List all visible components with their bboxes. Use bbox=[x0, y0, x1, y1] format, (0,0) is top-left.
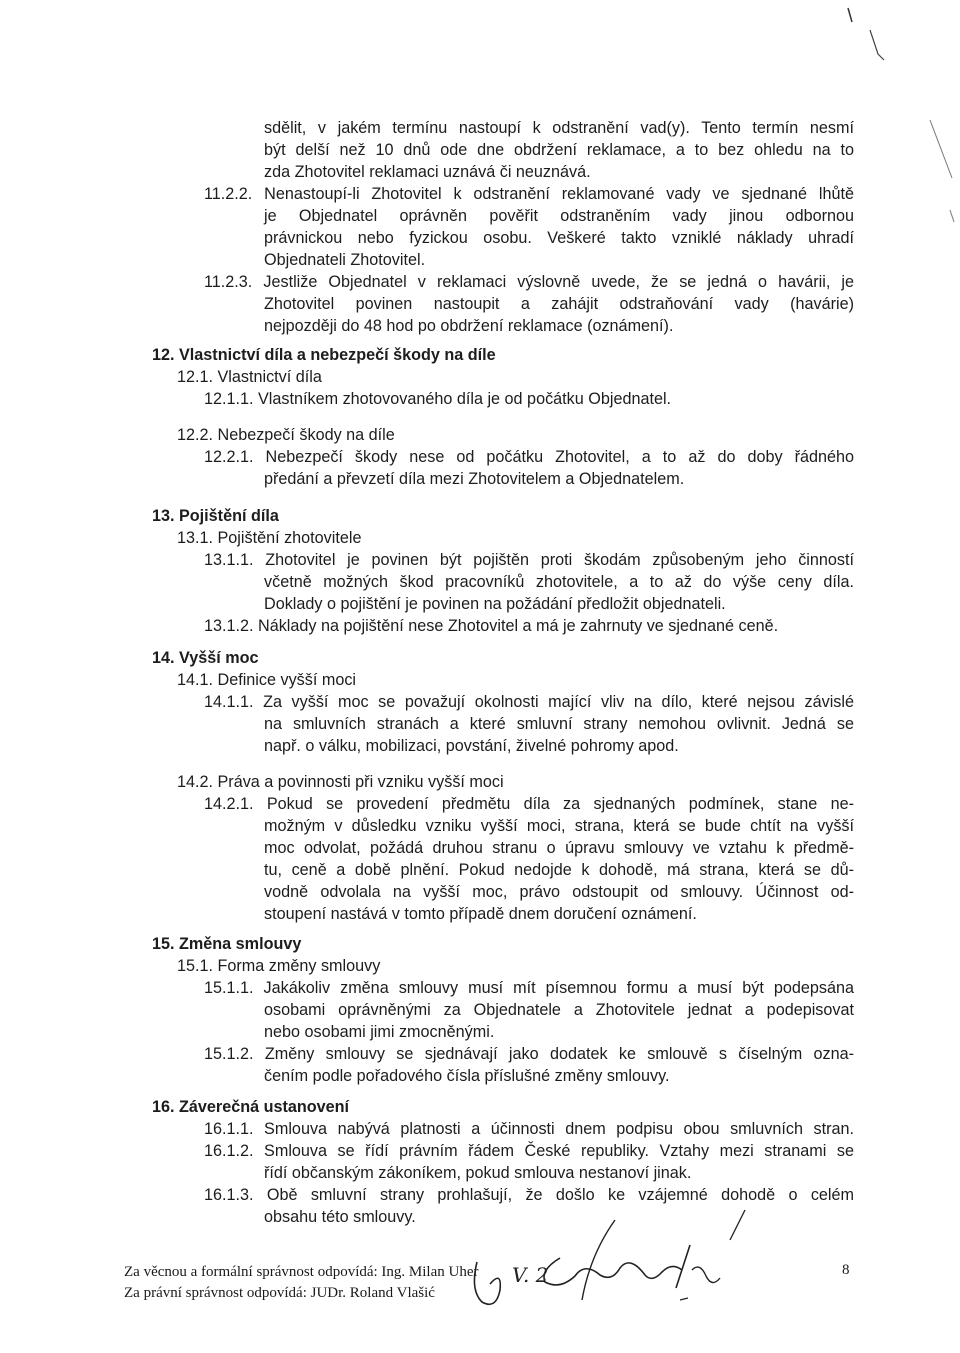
section-heading: 15. Změna smlouvy bbox=[152, 935, 302, 953]
text-line: zda Zhotovitel reklamaci uznává či neuznává. bbox=[264, 163, 591, 181]
text-line: předání a převzetí díla mezi Zhotovitelem a Objednatelem. bbox=[264, 470, 685, 488]
text-line: Doklady o pojištění je povinen na požádání předložit objednateli. bbox=[264, 595, 726, 613]
text-line: nebo osobami jimi zmocněnými. bbox=[264, 1023, 495, 1041]
text-line: včetně možných škod pracovníků zhotovitele, a to až do výše ceny díla. bbox=[264, 573, 854, 591]
text-line: na smluvních stranách a které smluvní strany nemohou ovlivnit. Jedná se bbox=[264, 715, 854, 733]
text-line: 11.2.2. Nenastoupí-li Zhotovitel k odstranění reklamované vady ve sjednané lhůtě bbox=[204, 185, 854, 203]
text-line: 14.1. Definice vyšší moci bbox=[177, 671, 357, 689]
text-line: je Objednatel oprávněn pověřit odstraněním vady jinou odbornou bbox=[264, 207, 854, 225]
text-line: řídí občanským zákoníkem, pokud smlouva nestanoví jinak. bbox=[264, 1164, 692, 1182]
text-line: 14.2. Práva a povinnosti při vzniku vyšší moci bbox=[177, 773, 504, 791]
section-heading: 13. Pojištění díla bbox=[152, 507, 279, 525]
text-line: 16.1.2. Smlouva se řídí právním řádem České republiky. Vztahy mezi stranami se bbox=[204, 1142, 854, 1160]
text-line: 15.1.2. Změny smlouvy se sjednávají jako dodatek ke smlouvě s číselným ozna- bbox=[204, 1045, 854, 1063]
footer-responsible-factual: Za věcnou a formální správnost odpovídá: Ing. Milan Uher bbox=[124, 1264, 479, 1280]
text-line: 15.1.1. Jakákoliv změna smlouvy musí mít písemnou formu a musí být podepsána bbox=[204, 979, 854, 997]
text-line: obsahu této smlouvy. bbox=[264, 1208, 416, 1226]
text-line: 15.1. Forma změny smlouvy bbox=[177, 957, 381, 975]
page-number: 8 bbox=[842, 1262, 850, 1278]
text-line: možným v důsledku vzniku vyšší moci, strana, která se bude chtít na vyšší bbox=[264, 817, 854, 835]
text-line: nejpozději do 48 hod po obdržení reklamace (oznámení). bbox=[264, 317, 674, 335]
text-line: moc odvolat, požádá druhou stranu o úpravu smlouvy ve vztahu k předmě- bbox=[264, 839, 854, 857]
section-heading: 14. Vyšší moc bbox=[152, 649, 259, 667]
text-line: Objednateli Zhotovitel. bbox=[264, 251, 426, 269]
text-line: osobami oprávněnými za Objednatele a Zhotovitele jednat a podepisovat bbox=[264, 1001, 854, 1019]
text-line: být delší než 10 dnů ode dne obdržení reklamace, a to bez ohledu na to bbox=[264, 141, 854, 159]
text-line: 11.2.3. Jestliže Objednatel v reklamaci výslovně uvede, že se jedná o havárii, je bbox=[204, 273, 854, 291]
text-line: 13.1.2. Náklady na pojištění nese Zhotovitel a má je zahrnuty ve sjednané ceně. bbox=[204, 617, 779, 635]
text-line: 16.1.1. Smlouva nabývá platnosti a účinnosti dnem podpisu obou smluvních stran. bbox=[204, 1120, 854, 1138]
text-line: stoupení nastává v tomto případě dnem doručení oznámení. bbox=[264, 905, 697, 923]
text-line: 12.1.1. Vlastníkem zhotovovaného díla je od počátku Objednatel. bbox=[204, 390, 672, 408]
text-line: 13.1. Pojištění zhotovitele bbox=[177, 529, 362, 547]
text-line: např. o válku, mobilizaci, povstání, živelné pohromy apod. bbox=[264, 737, 679, 755]
text-line: vodně odvolala na vyšší moc, právo odstoupit od smlouvy. Účinnost od- bbox=[264, 883, 854, 901]
text-line: 16.1.3. Obě smluvní strany prohlašují, že došlo ke vzájemné dohodě o celém bbox=[204, 1186, 854, 1204]
text-line: 12.2. Nebezpečí škody na díle bbox=[177, 426, 395, 444]
section-heading: 12. Vlastnictví díla a nebezpečí škody na díle bbox=[152, 346, 496, 364]
text-line: Zhotovitel povinen nastoupit a zahájit odstraňování vady (havárie) bbox=[264, 295, 854, 313]
text-line: 14.2.1. Pokud se provedení předmětu díla za sjednaných podmínek, stane ne- bbox=[204, 795, 854, 813]
text-line: sdělit, v jakém termínu nastoupí k odstranění vad(y). Tento termín nesmí bbox=[264, 119, 854, 137]
text-line: tu, ceně a době plnění. Pokud nedojde k dohodě, má strana, která se dů- bbox=[264, 861, 854, 879]
text-line: 13.1.1. Zhotovitel je povinen být pojištěn proti škodám způsobeným jeho činností bbox=[204, 551, 854, 569]
text-line: 12.2.1. Nebezpečí škody nese od počátku Zhotovitel, a to až do doby řádného bbox=[204, 448, 854, 466]
text-line: právnickou nebo fyzickou osobu. Veškeré takto vzniklé náklady uhradí bbox=[264, 229, 854, 247]
text-line: 14.1.1. Za vyšší moc se považují okolnosti mající vliv na dílo, které nejsou závislé bbox=[204, 693, 854, 711]
footer-responsible-legal: Za právní správnost odpovídá: JUDr. Roland Vlašić bbox=[124, 1285, 435, 1301]
text-line: 12.1. Vlastnictví díla bbox=[177, 368, 322, 386]
section-heading: 16. Záverečná ustanovení bbox=[152, 1098, 350, 1116]
signature-initials: V. 2 bbox=[512, 1263, 549, 1287]
text-line: čením podle pořadového čísla příslušné změny smlouvy. bbox=[264, 1067, 670, 1085]
